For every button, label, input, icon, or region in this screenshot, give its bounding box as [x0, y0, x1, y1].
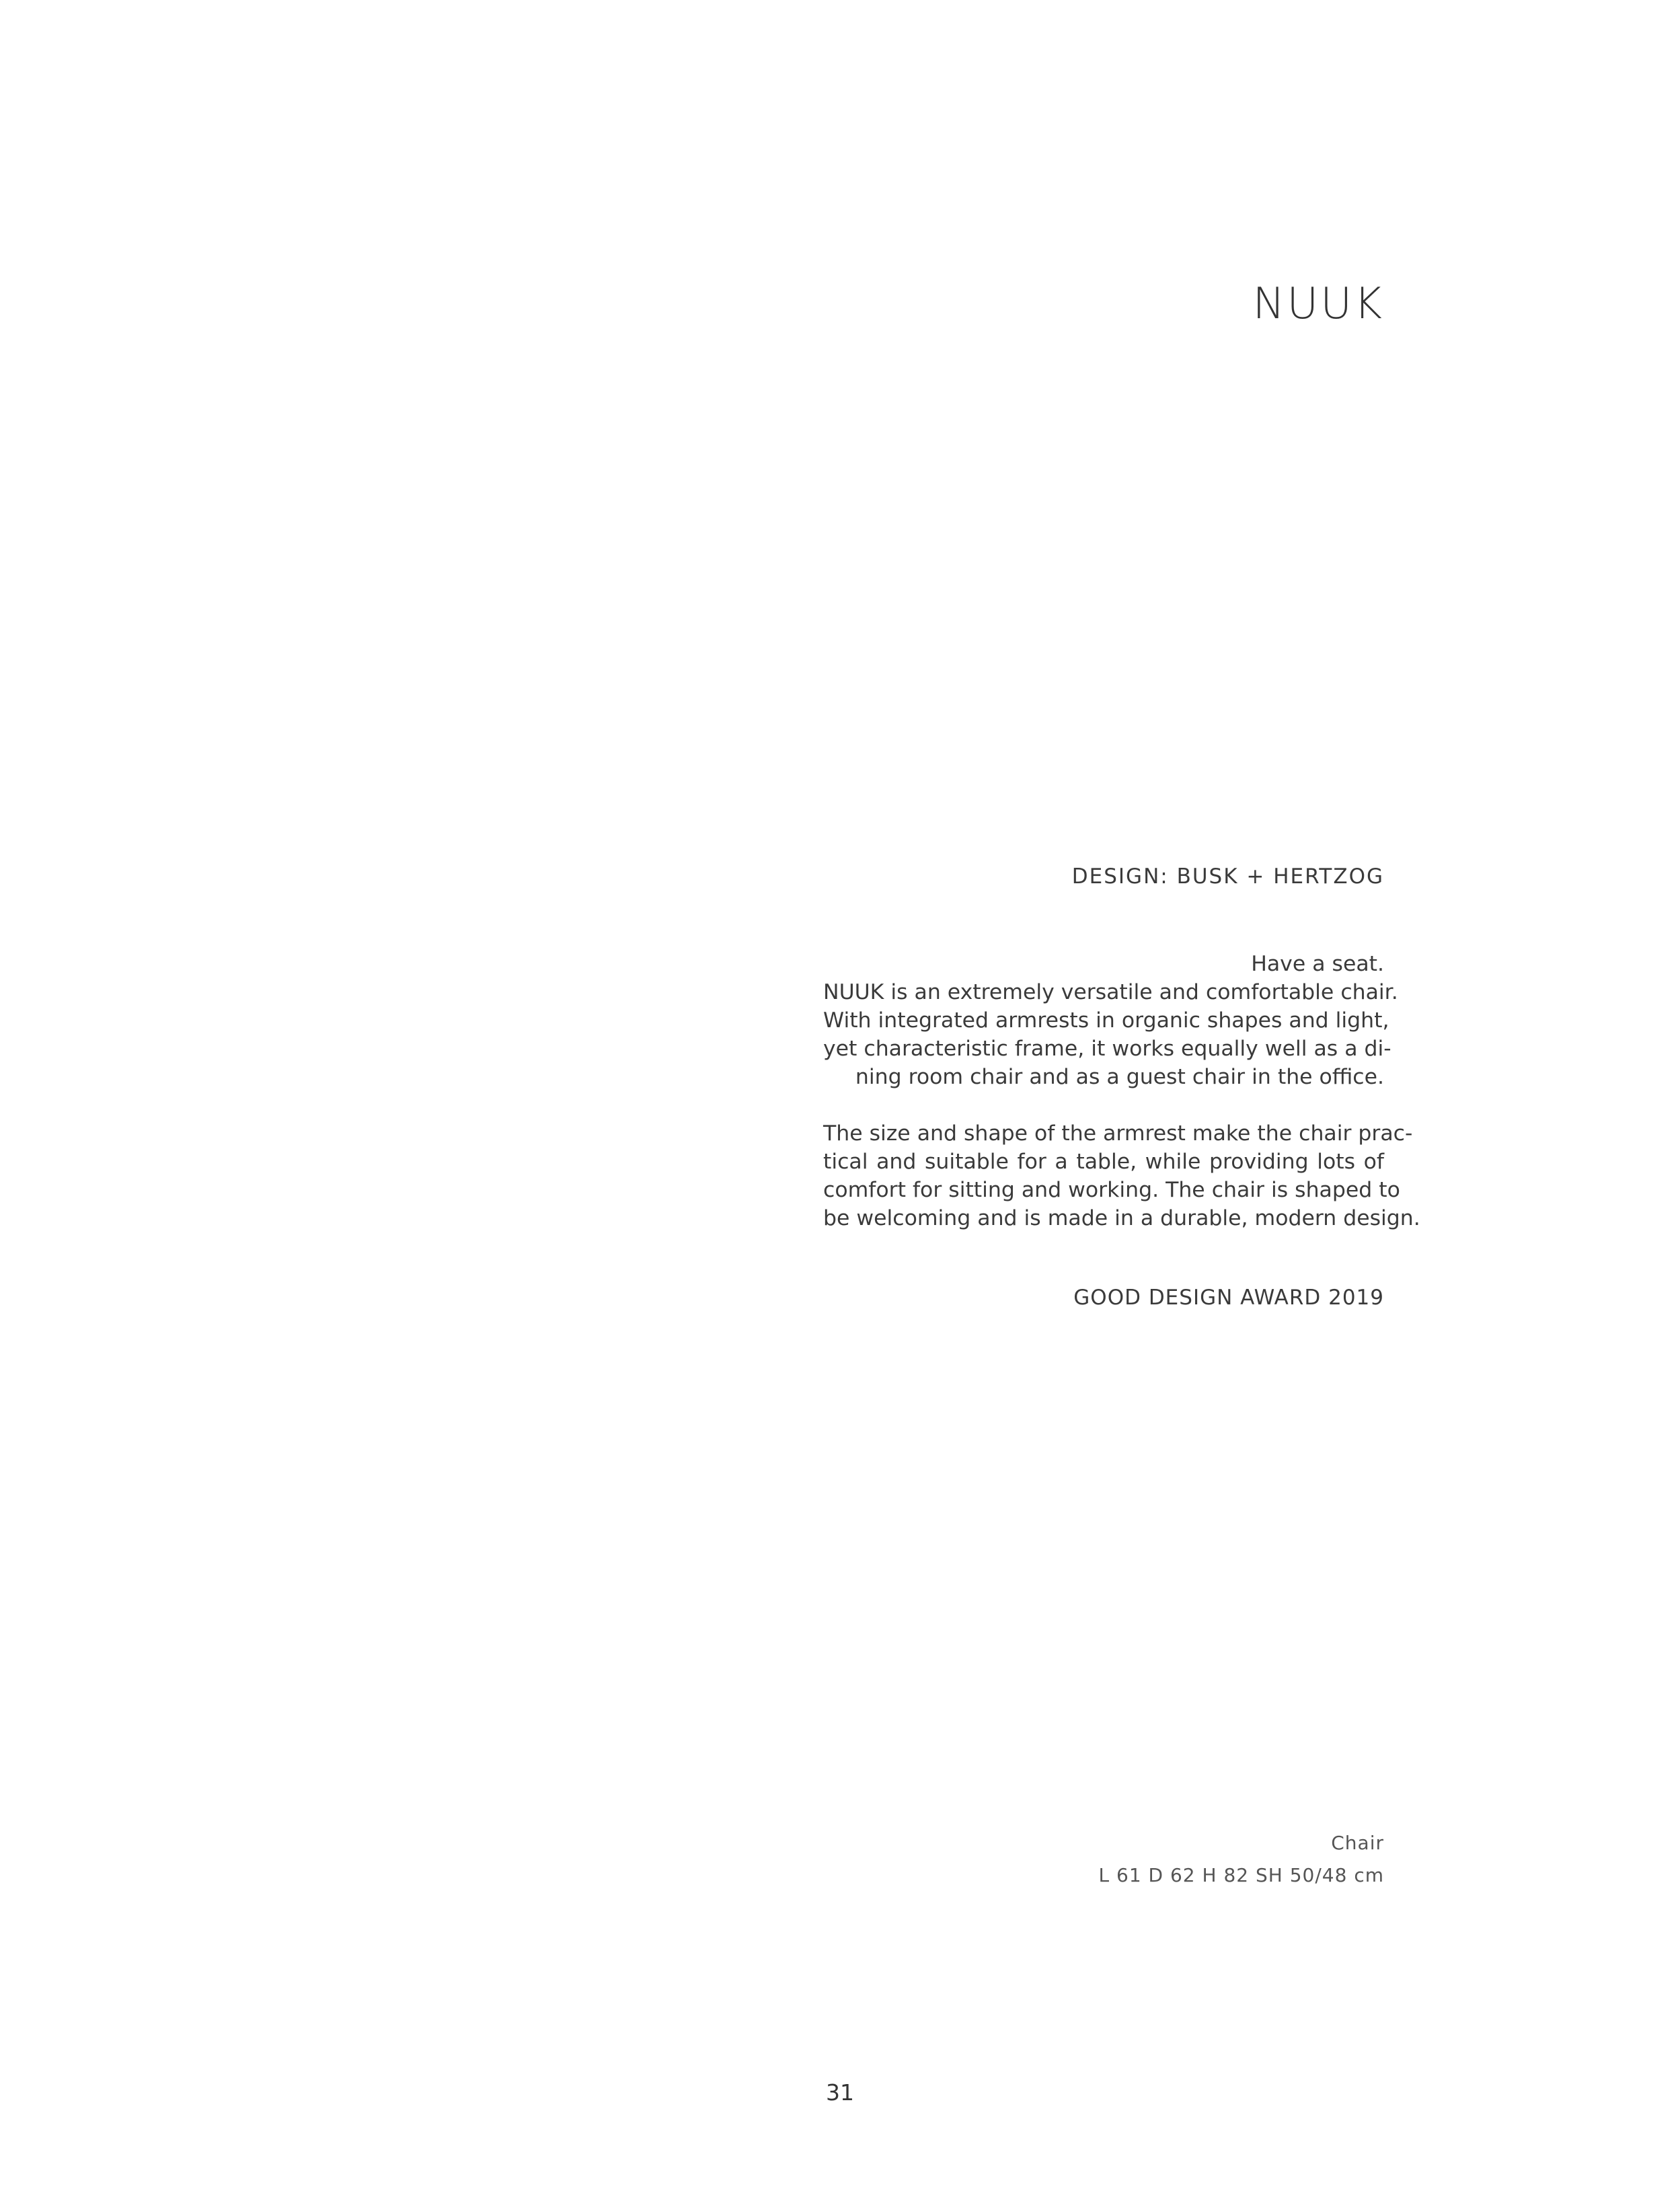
designer-credit: DESIGN: BUSK + HERTZOG [1071, 864, 1384, 889]
description-paragraph-2 [823, 1119, 1420, 1232]
product-title: NUUK [1252, 279, 1384, 329]
description-line: ning room chair and as a guest chair in the office. [855, 1065, 1384, 1089]
description-line: Have a seat. [1251, 952, 1384, 976]
description-paragraph-1 [823, 950, 1398, 1091]
description-line: NUUK is an extremely versatile and comfortable chair. [823, 980, 1398, 1004]
product-type: Chair [1331, 1832, 1384, 1854]
description-line: With integrated armrests in organic shapes and light, [823, 1008, 1389, 1033]
description-line: The size and shape of the armrest make the chair prac- [823, 1121, 1413, 1146]
product-dimensions: L 61 D 62 H 82 SH 50/48 cm [1098, 1864, 1384, 1886]
description-line: yet characteristic frame, it works equally well as a di- [823, 1037, 1391, 1061]
description-line: tical and suitable for a table, while providing lots of [823, 1150, 1384, 1174]
description-line: be welcoming and is made in a durable, modern design. [823, 1206, 1420, 1230]
page-number: 31 [826, 2079, 854, 2106]
award-label: GOOD DESIGN AWARD 2019 [1073, 1286, 1384, 1310]
description-line: comfort for sitting and working. The chair is shaped to [823, 1178, 1400, 1202]
